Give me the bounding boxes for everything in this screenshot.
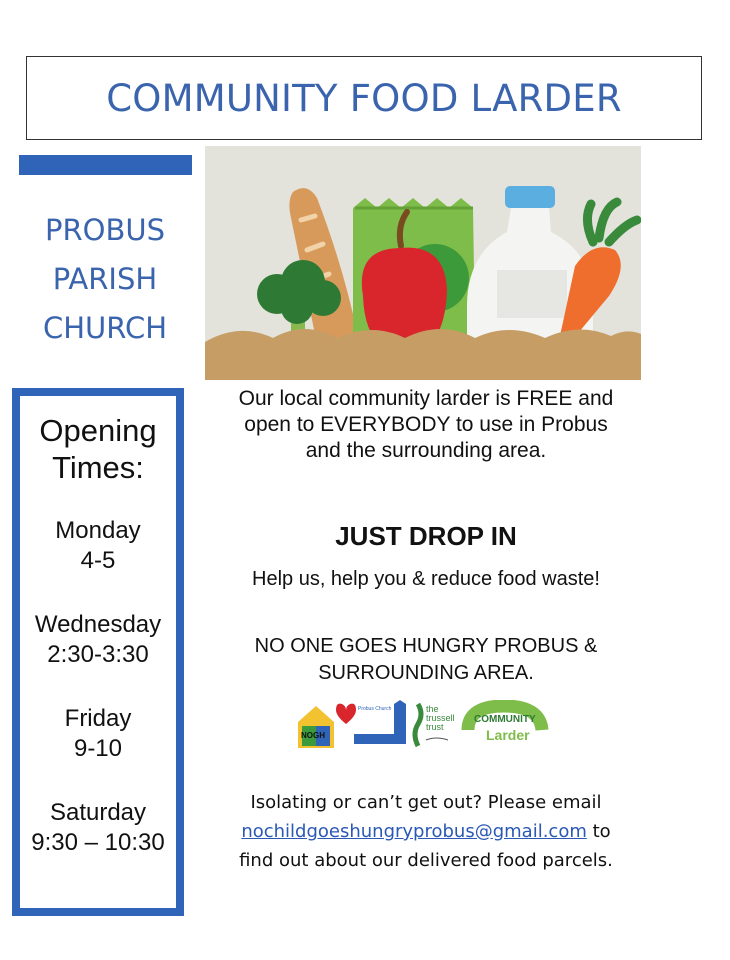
church-name: [20, 206, 190, 353]
contact-line: Isolating or can’t get out? Please email: [250, 792, 602, 813]
drop-in-heading: JUST DROP IN: [335, 521, 517, 551]
opening-times-heading: Opening: [39, 413, 157, 448]
trussell-trust-logo: [415, 704, 455, 746]
probus-church-logo: [354, 700, 406, 744]
page-title: COMMUNITY FOOD LARDER: [106, 76, 622, 120]
community-larder-text: Larder: [486, 727, 530, 743]
contact-line: find out about our delivered food parcels.: [239, 850, 613, 871]
contact-email-line: [200, 817, 652, 846]
trussell-text: trussell: [426, 713, 455, 723]
blue-accent-bar: [19, 155, 192, 175]
opening-time: 9-10: [73, 735, 123, 762]
church-name-line: PARISH: [52, 262, 158, 296]
intro-text: [200, 386, 652, 464]
opening-day: Saturday: [49, 799, 147, 826]
probus-church-logo-text: Probus Church: [358, 706, 392, 712]
church-name-line: CHURCH: [42, 311, 168, 345]
nogh-logo-text: NOGH: [301, 731, 325, 740]
email-suffix: to: [586, 821, 611, 842]
opening-times-panel: [12, 388, 184, 916]
community-larder-text: COMMUNITY: [474, 714, 536, 725]
help-line: Help us, help you & reduce food waste!: [252, 568, 600, 590]
opening-day: Friday: [64, 705, 132, 732]
opening-time: 9:30 – 10:30: [31, 829, 165, 856]
opening-time: 2:30-3:30: [47, 641, 149, 668]
community-larder-logo: [468, 706, 542, 743]
contact-section: [200, 788, 652, 875]
intro-line: and the surrounding area.: [305, 439, 547, 462]
partner-logos: [296, 700, 558, 750]
opening-times-heading: Times:: [52, 450, 144, 485]
church-name-line: PROBUS: [45, 213, 165, 247]
intro-line: open to EVERYBODY to use in Probus: [244, 413, 608, 436]
hungry-line: NO ONE GOES HUNGRY PROBUS &: [254, 635, 598, 657]
no-one-hungry-text: [200, 633, 652, 687]
groceries-illustration: [205, 146, 641, 380]
trussell-text: the: [426, 704, 439, 714]
title-box: [26, 56, 702, 140]
opening-day: Monday: [55, 517, 141, 544]
intro-line: Our local community larder is FREE and: [238, 387, 614, 410]
opening-time: 4-5: [80, 547, 116, 574]
hungry-line: SURROUNDING AREA.: [318, 662, 534, 684]
opening-day: Wednesday: [34, 611, 162, 638]
nogh-logo: [298, 704, 356, 748]
email-link[interactable]: nochildgoeshungryprobus@gmail.com: [241, 821, 587, 842]
trussell-text: trust: [426, 722, 444, 732]
